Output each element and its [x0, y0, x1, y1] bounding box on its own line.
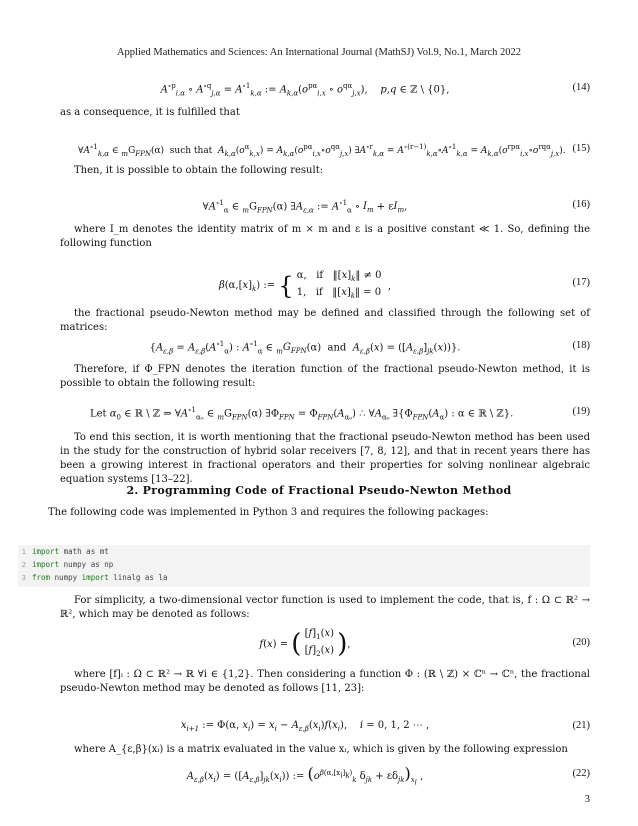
equation-20: [60, 627, 590, 659]
equation-body: $x_{i+1}$ := Φ(α, $x_i) = x_i - A_{\varepsilon,\beta}(x_i)f(x_i)$, i = 0, 1, 2 ⋯ ,: [180, 720, 430, 733]
equation-body: $\forall A^{\circ 1}_\alpha$ ∈ $_mG_{FPN}(\alpha)$ $\exists A_{\varepsilon,\alpha}$ := $A^{\circ 1}_\alpha$ ∘ $I_m + \varepsilon I_m$,: [202, 199, 408, 215]
equation-22: [60, 764, 590, 792]
equation-number: (22): [572, 768, 590, 779]
equation-body: Let $\alpha_0$ ∈ ℝ \ ℤ ⇒ $\forall A^{\circ 1}_{\alpha_0}$ ∈ $_mG_{FPN}(\alpha)$ $\exists\Phi_{FPN} = \Phi_{FPN}(A_{\alpha_0})$ ∴ $\forall A_{\alpha_0}$ $\exists\{\Phi_{FPN}(A_\alpha)$ : α ∈ ℝ \ ℤ}.: [90, 406, 514, 422]
page-number: 3: [584, 794, 590, 805]
equation-14: [60, 82, 590, 98]
code-keyword: import: [32, 547, 60, 556]
equation-body: $\beta(\alpha,[x]_k)$ := { α, if $‖[x]_k‖ \ne 0$ 1, if $‖[x]_k‖ = 0$ ,: [218, 270, 392, 300]
equation-number: (17): [572, 277, 590, 288]
paragraph: Then, it is possible to obtain the following result:: [74, 165, 324, 176]
equation-body: $A_{\varepsilon,\beta}(x_i) = ([A_{\varepsilon,\beta}]_{jk}(x_i))$ := ($o^{\beta(\alpha,[x_i]_k)}_k$ $\delta_{jk} + \varepsilon\delta_{jk})_{x_i}$ ,: [186, 764, 424, 787]
equation-number: (21): [572, 720, 590, 731]
code-line: [32, 573, 167, 582]
code-text: numpy as np: [59, 560, 114, 569]
equation-body: $A^{\circ p}_{i,\alpha}$ ∘ $A^{\circ q}_{j,\alpha} = A^{\circ 1}_{k,\alpha}$ := $A_{k,\alpha}(o^{p\alpha}_{i,x}$ ∘ $o^{q\alpha}_{j,x}$), p,q ∈ ℤ \ {0},: [160, 82, 450, 98]
paragraph: Therefore, if Φ_FPN denotes the iteration function of the fractional pseudo-Newton method, it is possible to obtain the following result:: [60, 364, 590, 389]
equation-number: (19): [572, 406, 590, 417]
code-listing: [18, 545, 590, 587]
code-line: [32, 560, 113, 569]
paragraph: where [f]ᵢ : Ω ⊂ ℝ² → ℝ ∀i ∈ {1,2}. Then considering a function Φ : (ℝ \ ℤ) × ℂⁿ → ℂⁿ, the fractional pseudo-Newton method may be denoted as follows [11, 23]:: [60, 669, 590, 694]
paragraph: the fractional pseudo-Newton method may be defined and classified through the following set of matrices:: [60, 308, 590, 333]
line-number: 1: [21, 548, 26, 556]
equation-number: (18): [572, 340, 590, 351]
code-text: math as mt: [59, 547, 109, 556]
equation-21: [60, 720, 590, 736]
paragraph: where I_m denotes the identity matrix of m × m and ε is a positive constant ≪ 1. So, defining the following function: [60, 224, 590, 249]
code-line: [32, 547, 109, 556]
equation-number: (20): [572, 637, 590, 648]
paragraph: To end this section, it is worth mentioning that the fractional pseudo-Newton method has been used in the study for the construction of hybrid solar receivers [7, 8, 12], and that in recent years there has been a growing interest in fractional operators and their properties for solving nonlinear algebraic equation systems [13–22].: [60, 432, 590, 485]
code-keyword: from: [32, 573, 51, 582]
section-heading: 2. Programming Code of Fractional Pseudo-Newton Method: [126, 484, 512, 497]
equation-body: f(x) = ( $[f]_1(x)$ $[f]_2(x)$ ),: [259, 628, 351, 659]
paragraph: as a consequence, it is fulfilled that: [60, 107, 240, 118]
running-header: Applied Mathematics and Sciences: An International Journal (MathSJ) Vol.9, No.1, March 2022: [116, 47, 522, 58]
equation-19: [60, 406, 590, 422]
equation-number: (16): [572, 199, 590, 210]
equation-body: $\forall A^{\circ 1}_{k,\alpha}$ ∈ $_mG_{FPN}(\alpha)$ such that $A_{k,\alpha}(o^\alpha_{k,x})$ = $A_{k,\alpha}(o^{p\alpha}_{i,x}\circ o^{q\alpha}_{j,x})$ $\exists A^{\circ r}_{k,\alpha}$ = $A^{\circ(r-1)}_{k,\alpha}\circ A^{\circ 1}_{k,\alpha}$ = $A_{k,\alpha}(o^{rp\alpha}_{i,x}\circ o^{rq\alpha}_{j,x})$.: [78, 143, 566, 158]
code-text: linalg as la: [108, 573, 168, 582]
paragraph: For simplicity, a two-dimensional vector function is used to implement the code, that is, f : Ω ⊂ ℝ² → ℝ², which may be denoted as follows:: [60, 595, 590, 620]
code-keyword: import: [32, 560, 60, 569]
paragraph: The following code was implemented in Python 3 and requires the following packages:: [48, 507, 489, 518]
equation-16: [60, 199, 590, 215]
paragraph: where A_{ε,β}(xᵢ) is a matrix evaluated in the value xᵢ, which is given by the following expression: [74, 744, 568, 755]
code-text: numpy: [50, 573, 82, 582]
equation-body: {$A_{\varepsilon,\beta} = A_{\varepsilon,\beta}(A^{\circ 1}_\alpha)$ : $A^{\circ 1}_\alpha$ ∈ $_mG_{FPN}(\alpha)$ and $A_{\varepsilon,\beta}(x) = ([A_{\varepsilon,\beta}]_{jk}(x))$}.: [149, 340, 461, 356]
equation-number: (14): [572, 82, 590, 93]
equation-15: [60, 143, 590, 159]
equation-number: (15): [572, 143, 590, 154]
code-keyword: import: [81, 573, 109, 582]
line-number: 2: [21, 561, 26, 569]
line-number: 3: [21, 574, 26, 582]
equation-18: [60, 340, 590, 356]
equation-17: [60, 267, 590, 300]
